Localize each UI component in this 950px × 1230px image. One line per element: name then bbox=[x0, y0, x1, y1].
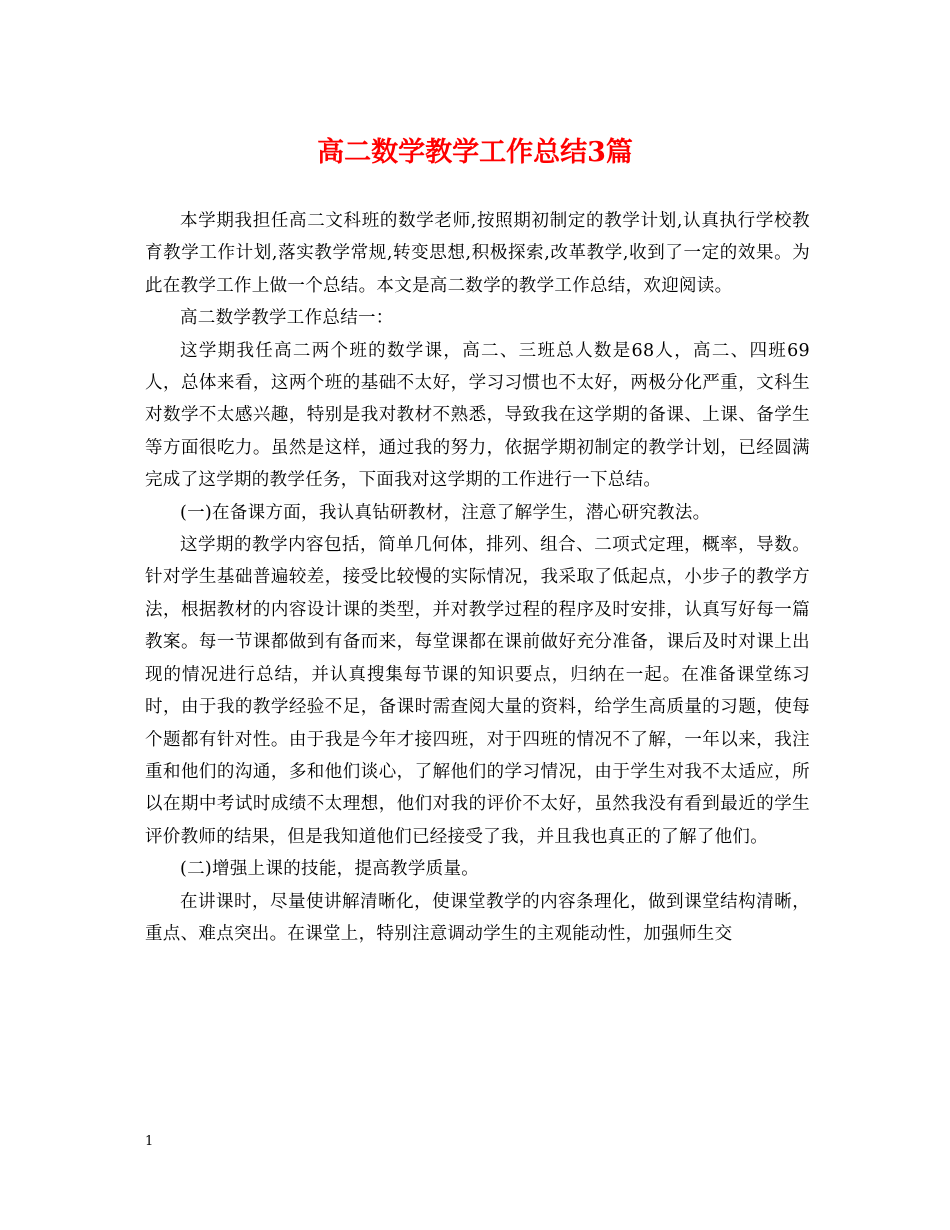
document-title: 高二数学教学工作总结3篇 bbox=[317, 137, 633, 168]
page-number: 1 bbox=[145, 1134, 154, 1149]
paragraph-class-overview: 这学期我任高二两个班的数学课，高二、三班总人数是68人，高二、四班69人，总体来看，这两个班的基础不太好，学习习惯也不太好，两极分化严重，文科生对数学不太感兴趣，特别是我对教材不熟悉，导致我在这学期的备课、上课、备学生等方面很吃力。虽然是这样，通过我的努力，依据学期初制定的教学计划，已经圆满完成了这学期的教学任务，下面我对这学期的工作进行一下总结。 bbox=[145, 340, 810, 491]
paragraph-section-two: (二)增强上课的技能，提高教学质量。 bbox=[180, 859, 480, 880]
paragraph-lesson-prep: 这学期的教学内容包括，简单几何体，排列、组合、二项式定理，概率，导数。针对学生基础普遍较差，接受比较慢的实际情况，我采取了低起点，小步子的教学方法，根据教材的内容设计课的类型，并对教学过程的程序及时安排，认真写好每一篇教案。每一节课都做到有备而来，每堂课都在课前做好充分准备，课后及时对课上出现的情况进行总结，并认真搜集每节课的知识要点，归纳在一起。在准备课堂练习时，由于我的教学经验不足，备课时需查阅大量的资料，给学生高质量的习题，使每个题都有针对性。由于我是今年才接四班，对于四班的情况不了解，一年以来，我注重和他们的沟通，多和他们谈心，了解他们的学习情况，由于学生对我不太适应，所以在期中考试时成绩不太理想，他们对我的评价不太好，虽然我没有看到最近的学生评价教师的结果，但是我知道他们已经接受了我，并且我也真正的了解了他们。 bbox=[145, 535, 810, 847]
paragraph-heading-one: 高二数学教学工作总结一： bbox=[180, 308, 394, 329]
document-body bbox=[145, 205, 810, 950]
paragraph-intro: 本学期我担任高二文科班的数学老师,按照期初制定的教学计划,认真执行学校教育教学工作计划,落实教学常规,转变思想,积极探索,改革教学,收到了一定的效果。为此在教学工作上做一个总结。本文是高二数学的教学工作总结，欢迎阅读。 bbox=[145, 211, 810, 296]
paragraph-section-one: (一)在备课方面，我认真钻研教材，注意了解学生，潜心研究教法。 bbox=[180, 502, 711, 523]
paragraph-teaching: 在讲课时，尽量使讲解清晰化，使课堂教学的内容条理化，做到课堂结构清晰，重点、难点突出。在课堂上，特别注意调动学生的主观能动性，加强师生交 bbox=[145, 891, 810, 944]
